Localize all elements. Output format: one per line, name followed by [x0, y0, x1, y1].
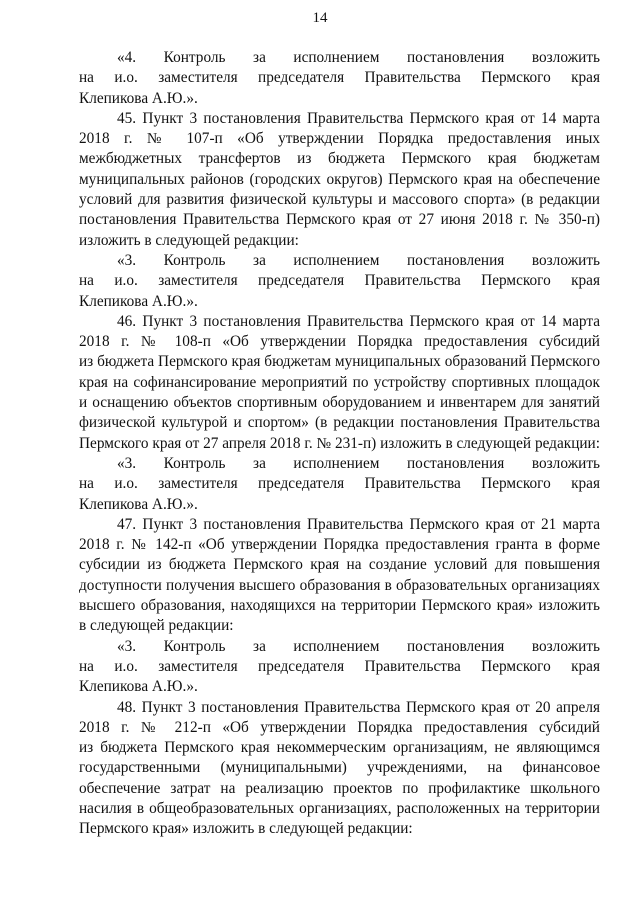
text-line: 2018 г. № 107-п «Об утверждении Порядка предоставления иных — [79, 130, 600, 148]
text-line: и оснащению объектов спортивным оборудованием и инвентарем для занятий — [79, 394, 600, 412]
text-line: Клепикова А.Ю.». — [79, 495, 198, 513]
text-line: 45. Пункт 3 постановления Правительства Пермского края от 14 марта — [117, 109, 600, 127]
text-line: края на софинансирование мероприятий по устройству спортивных площадок — [79, 373, 600, 391]
text-line: 2018 г. № 142-п «Об утверждении Порядка предоставления гранта в форме — [79, 536, 600, 554]
text-line: на и.о. заместителя председателя Правительства Пермского края — [79, 657, 600, 675]
document-body — [79, 48, 600, 840]
text-line: «4. Контроль за исполнением постановления возложить — [117, 49, 600, 66]
text-line: из бюджета Пермского края бюджетам муниципальных образований Пермского — [79, 353, 600, 371]
text-line: Клепикова А.Ю.». — [79, 292, 198, 310]
text-line: насилия в общеобразовательных организациях, расположенных на территории — [79, 799, 600, 817]
text-line: в следующей редакции: — [79, 617, 234, 635]
text-line: физической культурой и спортом» (в редакции постановления Правительства — [79, 414, 600, 432]
text-line: Клепикова А.Ю.». — [79, 678, 198, 696]
text-line: 47. Пункт 3 постановления Правительства Пермского края от 21 марта — [117, 515, 600, 533]
text-line: на и.о. заместителя председателя Правительства Пермского края — [79, 69, 600, 87]
text-line: на и.о. заместителя председателя Правительства Пермского края — [79, 272, 600, 290]
text-line: 46. Пункт 3 постановления Правительства Пермского края от 14 марта — [117, 312, 600, 330]
text-line: обеспечение затрат на реализацию проектов по профилактике школьного — [79, 779, 600, 797]
text-line: 2018 г. № 212-п «Об утверждении Порядка предоставления субсидий — [79, 718, 600, 736]
text-line: «3. Контроль за исполнением постановления возложить — [117, 637, 600, 655]
text-line: постановления Правительства Пермского края от 27 июня 2018 г. № 350-п) — [79, 211, 600, 229]
text-line: Клепикова А.Ю.». — [79, 89, 198, 107]
text-line: 48. Пункт 3 постановления Правительства Пермского края от 20 апреля — [117, 698, 600, 716]
text-line: Пермского края» изложить в следующей редакции: — [79, 820, 413, 838]
text-line: «3. Контроль за исполнением постановления возложить — [117, 251, 600, 269]
text-line: 2018 г. № 108-п «Об утверждении Порядка предоставления субсидий — [79, 333, 600, 351]
text-line: Пермского края от 27 апреля 2018 г. № 231-п) изложить в следующей редакции: — [79, 434, 600, 452]
text-line: субсидии из бюджета Пермского края на создание условий для повышения — [79, 556, 600, 574]
text-line: государственными (муниципальными) учреждениями, на финансовое — [79, 759, 600, 777]
page-number: 14 — [312, 10, 328, 26]
text-line: доступности получения высшего образования в образовательных организациях — [79, 576, 600, 594]
text-line: из бюджета Пермского края некоммерческим организациям, не являющимся — [79, 739, 600, 757]
text-line: муниципальных районов (городских округов) Пермского края на обеспечение — [79, 170, 600, 188]
text-line: условий для развития физической культуры и массового спорта» (в редакции — [79, 191, 600, 209]
text-line: изложить в следующей редакции: — [79, 231, 299, 249]
text-line: «3. Контроль за исполнением постановления возложить — [117, 454, 600, 472]
text-line: на и.о. заместителя председателя Правительства Пермского края — [79, 475, 600, 493]
text-line: межбюджетных трансфертов из бюджета Пермского края бюджетам — [79, 150, 600, 168]
text-line: высшего образования, находящихся на территории Пермского края» изложить — [79, 597, 600, 615]
